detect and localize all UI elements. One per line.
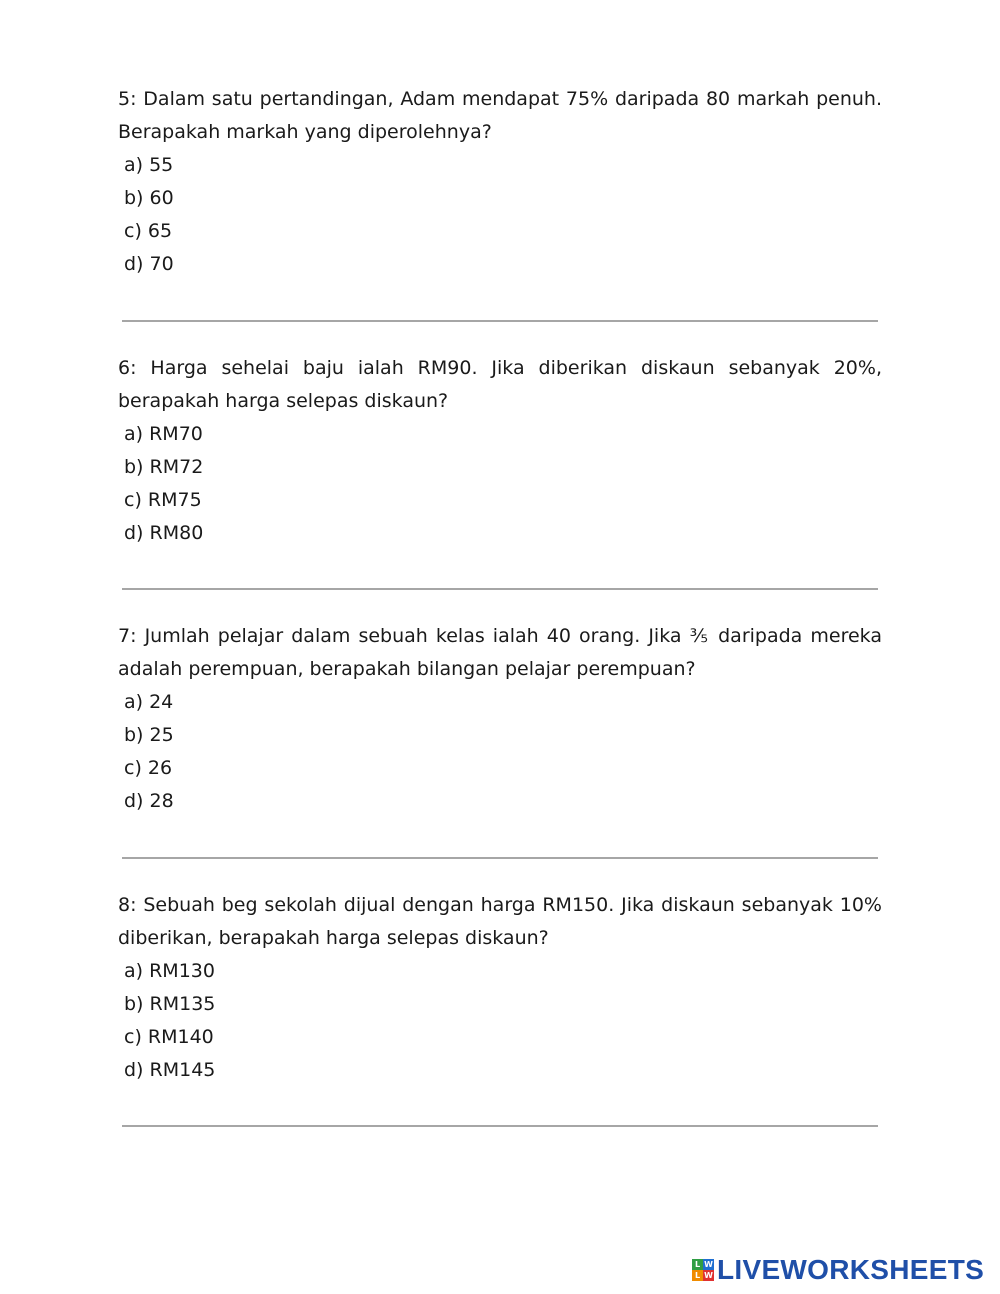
option-b[interactable]: b) 60 bbox=[124, 187, 174, 209]
option-a[interactable]: a) RM130 bbox=[124, 960, 215, 982]
liveworksheets-brand bbox=[692, 1255, 984, 1285]
divider bbox=[122, 320, 878, 322]
logo-cell: L bbox=[692, 1259, 703, 1270]
brand-name: LIVEWORKSHEETS bbox=[717, 1254, 985, 1285]
question-text: 8: Sebuah beg sekolah dijual dengan harga RM150. Jika diskaun sebanyak 10% diberikan, berapakah harga selepas diskaun? bbox=[118, 894, 882, 949]
option-c[interactable]: c) 26 bbox=[124, 757, 173, 779]
option-c[interactable]: c) RM140 bbox=[124, 1026, 214, 1048]
question-text: 5: Dalam satu pertandingan, Adam mendapat 75% daripada 80 markah penuh. Berapakah markah yang diperolehnya? bbox=[118, 88, 882, 143]
option-c[interactable]: c) 65 bbox=[124, 220, 173, 242]
question-5 bbox=[118, 83, 882, 281]
divider bbox=[122, 857, 878, 859]
question-6 bbox=[118, 352, 882, 550]
question-7 bbox=[118, 620, 882, 818]
logo-cell: L bbox=[692, 1270, 703, 1281]
question-text: 7: Jumlah pelajar dalam sebuah kelas ialah 40 orang. Jika ⅗ daripada mereka adalah perempuan, berapakah bilangan pelajar perempuan? bbox=[118, 625, 882, 680]
option-d[interactable]: d) 28 bbox=[124, 790, 174, 812]
option-d[interactable]: d) RM145 bbox=[124, 1059, 216, 1081]
logo-cell: W bbox=[704, 1260, 713, 1269]
divider bbox=[122, 1125, 878, 1127]
option-c[interactable]: c) RM75 bbox=[124, 489, 202, 511]
option-b[interactable]: b) RM72 bbox=[124, 456, 204, 478]
divider bbox=[122, 588, 878, 590]
logo-cell: W bbox=[704, 1271, 713, 1280]
option-a[interactable]: a) 24 bbox=[124, 691, 174, 713]
option-d[interactable]: d) 70 bbox=[124, 253, 174, 275]
option-a[interactable]: a) RM70 bbox=[124, 423, 203, 445]
option-b[interactable]: b) 25 bbox=[124, 724, 174, 746]
liveworksheets-logo-icon bbox=[692, 1259, 714, 1281]
option-a[interactable]: a) 55 bbox=[124, 154, 174, 176]
question-text: 6: Harga sehelai baju ialah RM90. Jika diberikan diskaun sebanyak 20%, berapakah harga selepas diskaun? bbox=[118, 357, 882, 412]
question-8 bbox=[118, 889, 882, 1087]
option-b[interactable]: b) RM135 bbox=[124, 993, 216, 1015]
option-d[interactable]: d) RM80 bbox=[124, 522, 204, 544]
